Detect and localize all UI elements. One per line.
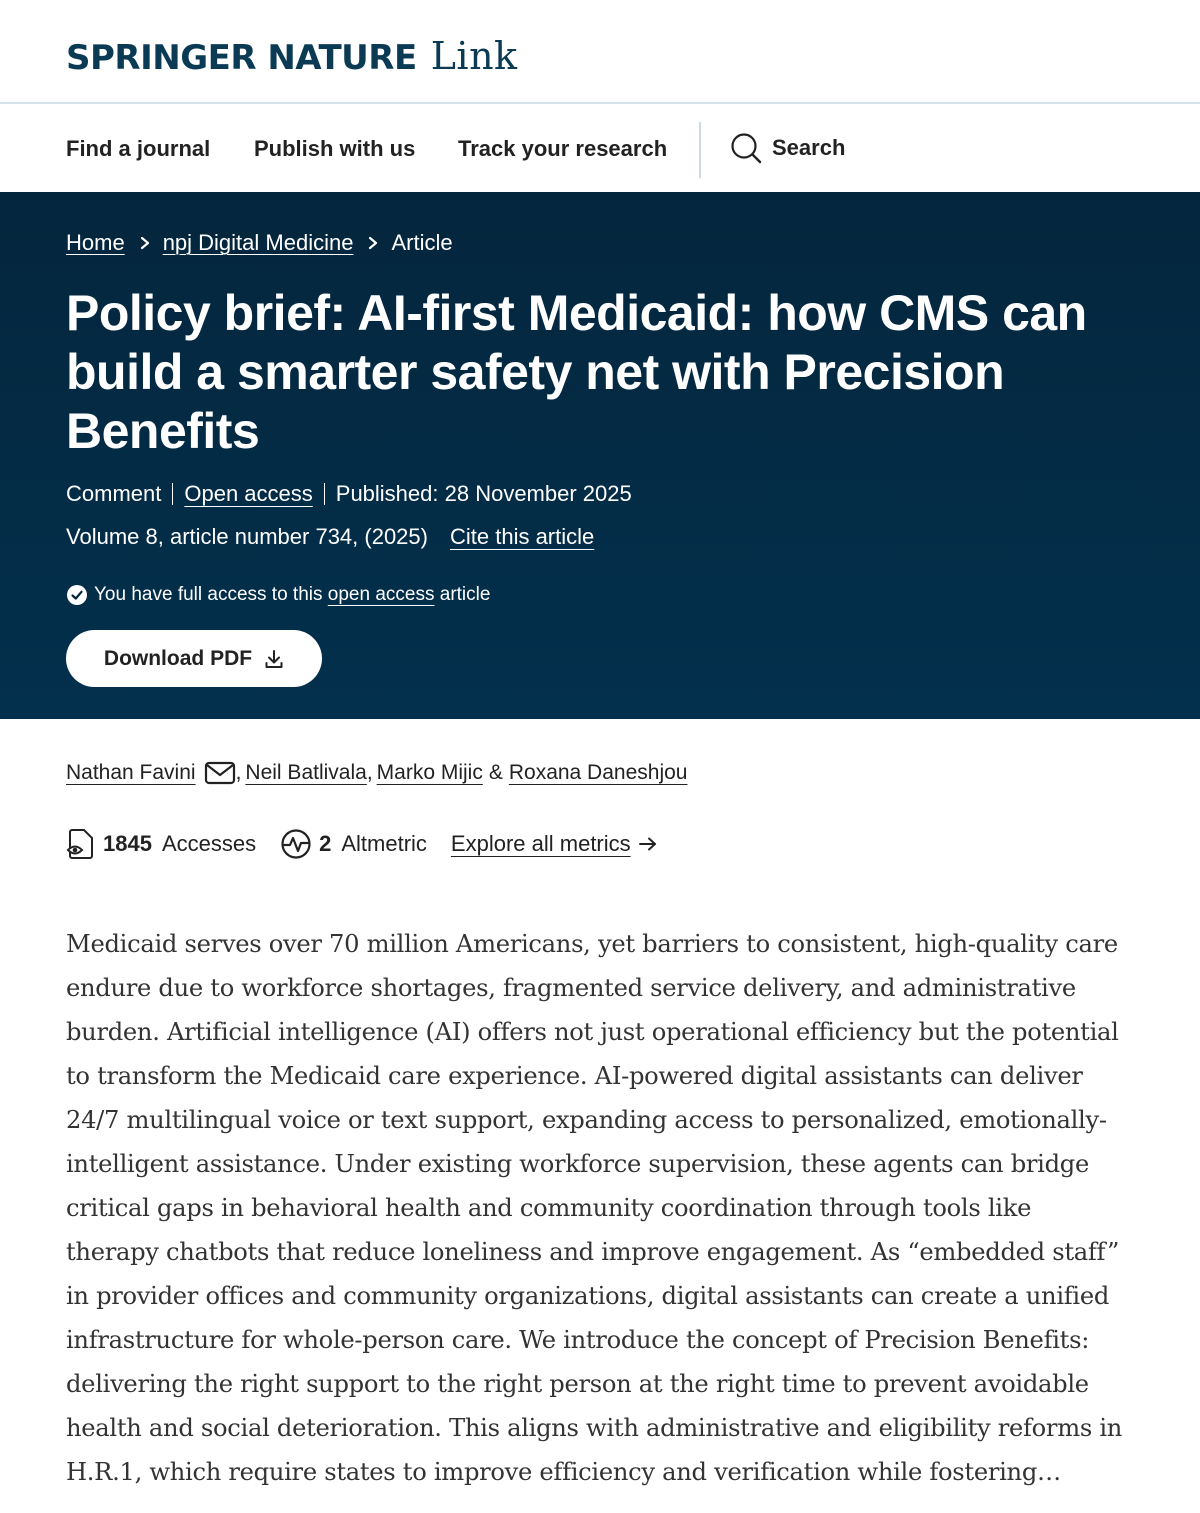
nav-publish-with-us[interactable]: Publish with us	[254, 136, 416, 161]
author-separator: &	[488, 761, 503, 784]
search-icon	[730, 132, 762, 164]
altmetric-label: Altmetric	[341, 831, 427, 856]
accesses-count: 1845	[103, 831, 152, 856]
author-separator: ,	[235, 761, 242, 784]
access-note-open-access-link[interactable]: open access	[327, 584, 435, 605]
nav-divider	[699, 122, 701, 178]
explore-metrics-link[interactable]	[451, 831, 664, 857]
download-icon	[264, 649, 284, 669]
access-note	[66, 584, 490, 606]
altmetric-metric	[280, 828, 427, 860]
access-note-suffix: article	[439, 584, 491, 605]
article-type: Comment	[66, 481, 162, 506]
author-link[interactable]: Neil Batlivala	[245, 761, 367, 784]
author-link[interactable]: Nathan Favini	[66, 761, 196, 784]
breadcrumb-journal[interactable]: npj Digital Medicine	[162, 230, 354, 255]
author-link[interactable]: Marko Mijic	[376, 761, 483, 784]
access-note-prefix: You have full access to this	[94, 584, 323, 605]
article-abstract: Medicaid serves over 70 million Americans, yet barriers to consistent, high-quality care endure due to workforce shortages, fragmented service delivery, and administrative burden. Artificial intelligence (AI) offers not just operational efficiency but the potential to transform the Medicaid care experience. AI-powered digital assistants can deliver 24/7 multilingual voice or text support, expanding access to personalized, emotionally-intelligent assistance. Under existing workforce supervision, these agents can bridge critical gaps in behavioral health and community coordination through tools like therapy chatbots that reduce loneliness and improve engagement. As “embedded staff” in provider offices and community organizations, digital assistants can create a unified infrastructure for whole-person care. We introduce the concept of Precision Benefits: delivering the right support to the right person at the right time to prevent avoidable health and social deterioration. This aligns with administrative and eligibility reforms in H.R.1, which require states to improve efficiency and verification while fostering…	[66, 930, 1123, 1486]
main-nav	[0, 104, 1200, 192]
author-list	[66, 760, 687, 786]
logo-brand-name: SPRINGER NATURE	[66, 38, 417, 78]
article-citation-row	[66, 524, 594, 550]
altmetric-icon	[280, 828, 312, 860]
chevron-right-icon	[365, 235, 381, 251]
nav-track-research[interactable]: Track your research	[458, 136, 668, 161]
article-metrics	[66, 828, 664, 860]
open-access-link[interactable]: Open access	[184, 481, 313, 506]
accesses-label: Accesses	[161, 831, 257, 856]
logo-product-name: Link	[430, 34, 518, 78]
search-button[interactable]	[730, 132, 845, 164]
email-author-button[interactable]	[204, 760, 236, 786]
envelope-icon	[204, 760, 236, 786]
springer-nature-link-logo[interactable]	[66, 34, 518, 78]
breadcrumb-current: Article	[391, 230, 453, 255]
explore-metrics-label: Explore all metrics	[450, 831, 631, 856]
author-separator: ,	[366, 761, 373, 784]
meta-divider	[172, 483, 173, 505]
arrow-right-icon	[639, 836, 657, 852]
brand-bar	[0, 0, 1200, 104]
accesses-metric	[66, 828, 256, 860]
article-title: Policy brief: AI-first Medicaid: how CMS can build a smarter safety net with Precision Benefits	[66, 285, 1087, 459]
breadcrumb	[66, 230, 453, 256]
check-circle-icon	[66, 584, 88, 606]
download-pdf-button[interactable]	[66, 630, 322, 687]
cite-this-article-link[interactable]: Cite this article	[449, 524, 595, 549]
article-header	[0, 192, 1200, 719]
nav-find-journal[interactable]: Find a journal	[66, 136, 211, 161]
published-date: Published: 28 November 2025	[335, 481, 632, 506]
accesses-icon	[66, 828, 96, 860]
breadcrumb-home[interactable]: Home	[66, 230, 125, 255]
volume-info: Volume 8, article number 734, (2025)	[66, 524, 428, 549]
download-pdf-label: Download PDF	[103, 646, 253, 670]
meta-divider	[324, 483, 325, 505]
author-link[interactable]: Roxana Daneshjou	[508, 761, 688, 784]
search-label: Search	[772, 135, 846, 160]
altmetric-count: 2	[319, 831, 332, 856]
article-meta	[66, 481, 632, 507]
chevron-right-icon	[137, 235, 153, 251]
